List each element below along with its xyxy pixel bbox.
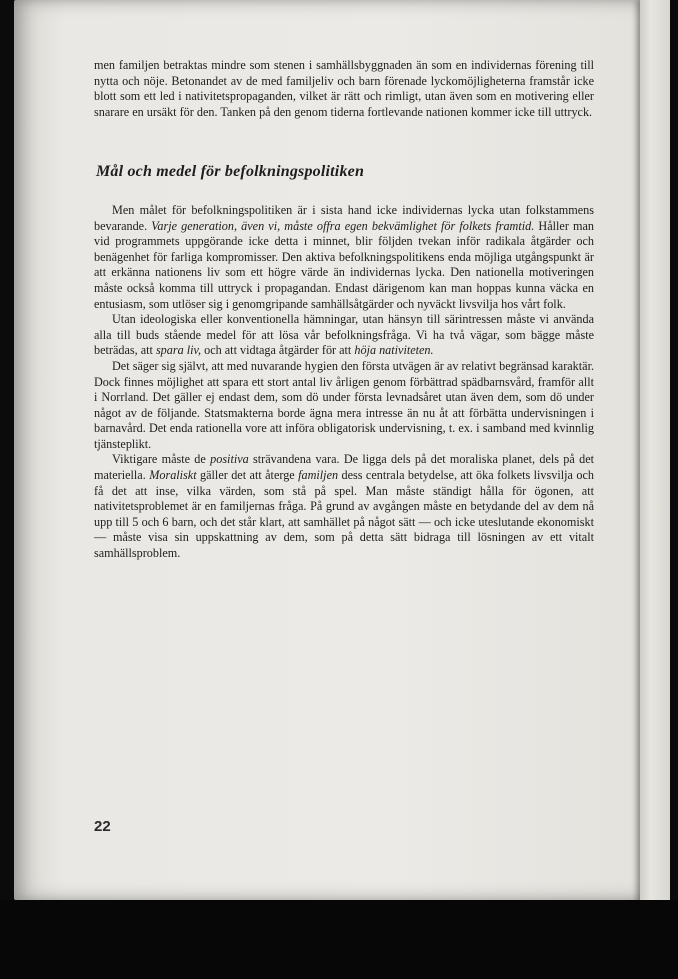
paragraph-hygiene: Det säger sig självt, att med nuvarande hygien den första utvägen är av relativt begränsad karaktär. Dock finnes möjlighet att spara ett stort antal liv årligen genom förbättrad spädbarnsvård, framför allt i Norrland. Det gäller ej endast dem, som dö under första levnadsåret utan även dem, som dö under något av de följande. Statsmakterna borde ägna mera intresse än nu åt att förbätta undervisningen i barnavård. Det enda rationella vore att införa obligatorisk undervisning, t. ex. i samband med kvinnlig tjänsteplikt.	[94, 358, 594, 451]
paragraph-positive: Viktigare måste de positiva strävandena vara. De ligga dels på det moraliska planet, dels på det materiella. Moraliskt gäller det att återge familjen dess centrala betydelse, att öka folkets livsvilja och få det att inse, vilka värden, som stå på spel. Man måste ständigt hålla för ögonen, att nativitetsproblemet är en familjernas fråga. På grund av avgången måste en betydande del av dem nå upp till 5 och 6 barn, och det står klart, att samhället på något sätt — och icke uteslutande ekonomiskt — måste visa sin uppskattning av dem, som på detta sätt bidraga till lösningen av ett vitalt samhällsproblem.	[94, 452, 595, 561]
page-number: 22	[94, 818, 111, 835]
emphasis-save-lives: spara liv,	[155, 343, 202, 358]
paragraph-means: Utan ideologiska eller konventionella hämningar, utan hänsyn till särintressen måste vi använda alla till buds stående medel för att lösa vår befolkningsfråga. Vi ha två vägar, som bägge måste beträdas, att spara liv, och att vidtaga åtgärder för att höja nativiteten.	[94, 312, 594, 358]
page-text	[94, 58, 594, 562]
emphasis-moral: Moraliskt	[149, 468, 197, 483]
emphasis-positive: positiva	[210, 452, 249, 467]
emphasis-family: familjen	[298, 468, 339, 483]
section-heading: Mål och medel för befolkningspolitiken	[96, 163, 365, 181]
background-shadow	[0, 900, 678, 979]
intro-paragraph: men familjen betraktas mindre som stenen i samhällsbyggnaden än som en individernas förening till nytta och nöje. Betonandet av de med familjeliv och barn förenade lyckomöjligheterna framstår icke blott som ett led i nativitetspropaganden, vilket är rätt och rimligt, utan även som en motivering eller snarare en ursäkt för den. Tanken på den genom tiderna fortlevande nationen kommer icke till uttryck.	[94, 58, 594, 119]
emphasis-raise-nativity: höja nativiteten.	[354, 343, 434, 358]
paragraph-goal: Men målet för befolkningspolitiken är i sista hand icke individernas lycka utan folkstammens bevarande. Varje generation, även vi, måste offra egen bekvämlighet för folkets framtid. Håller man vid programmets uppgörande icke detta i minnet, blir följden tvekan inför radikala åtgärder och benägenhet för farliga kompromisser. Den aktiva befolkningspolitikens enda möjliga utgångspunkt är att erkänna nationens liv som ett högre värde än individernas lycka. Den nationella motiveringen måste också komma till uttryck i propagandan. Endast därigenom kan man hoppas kunna väcka en entusiasm, som utlöser sig i genomgripande samhällsåtgärder och nyväckt livsvilja hos vårt folk.	[94, 202, 595, 311]
emphasis-sacrifice: Varje generation, även vi, måste offra egen bekvämlighet för folkets framtid.	[151, 218, 535, 233]
next-page-edge	[640, 0, 670, 905]
